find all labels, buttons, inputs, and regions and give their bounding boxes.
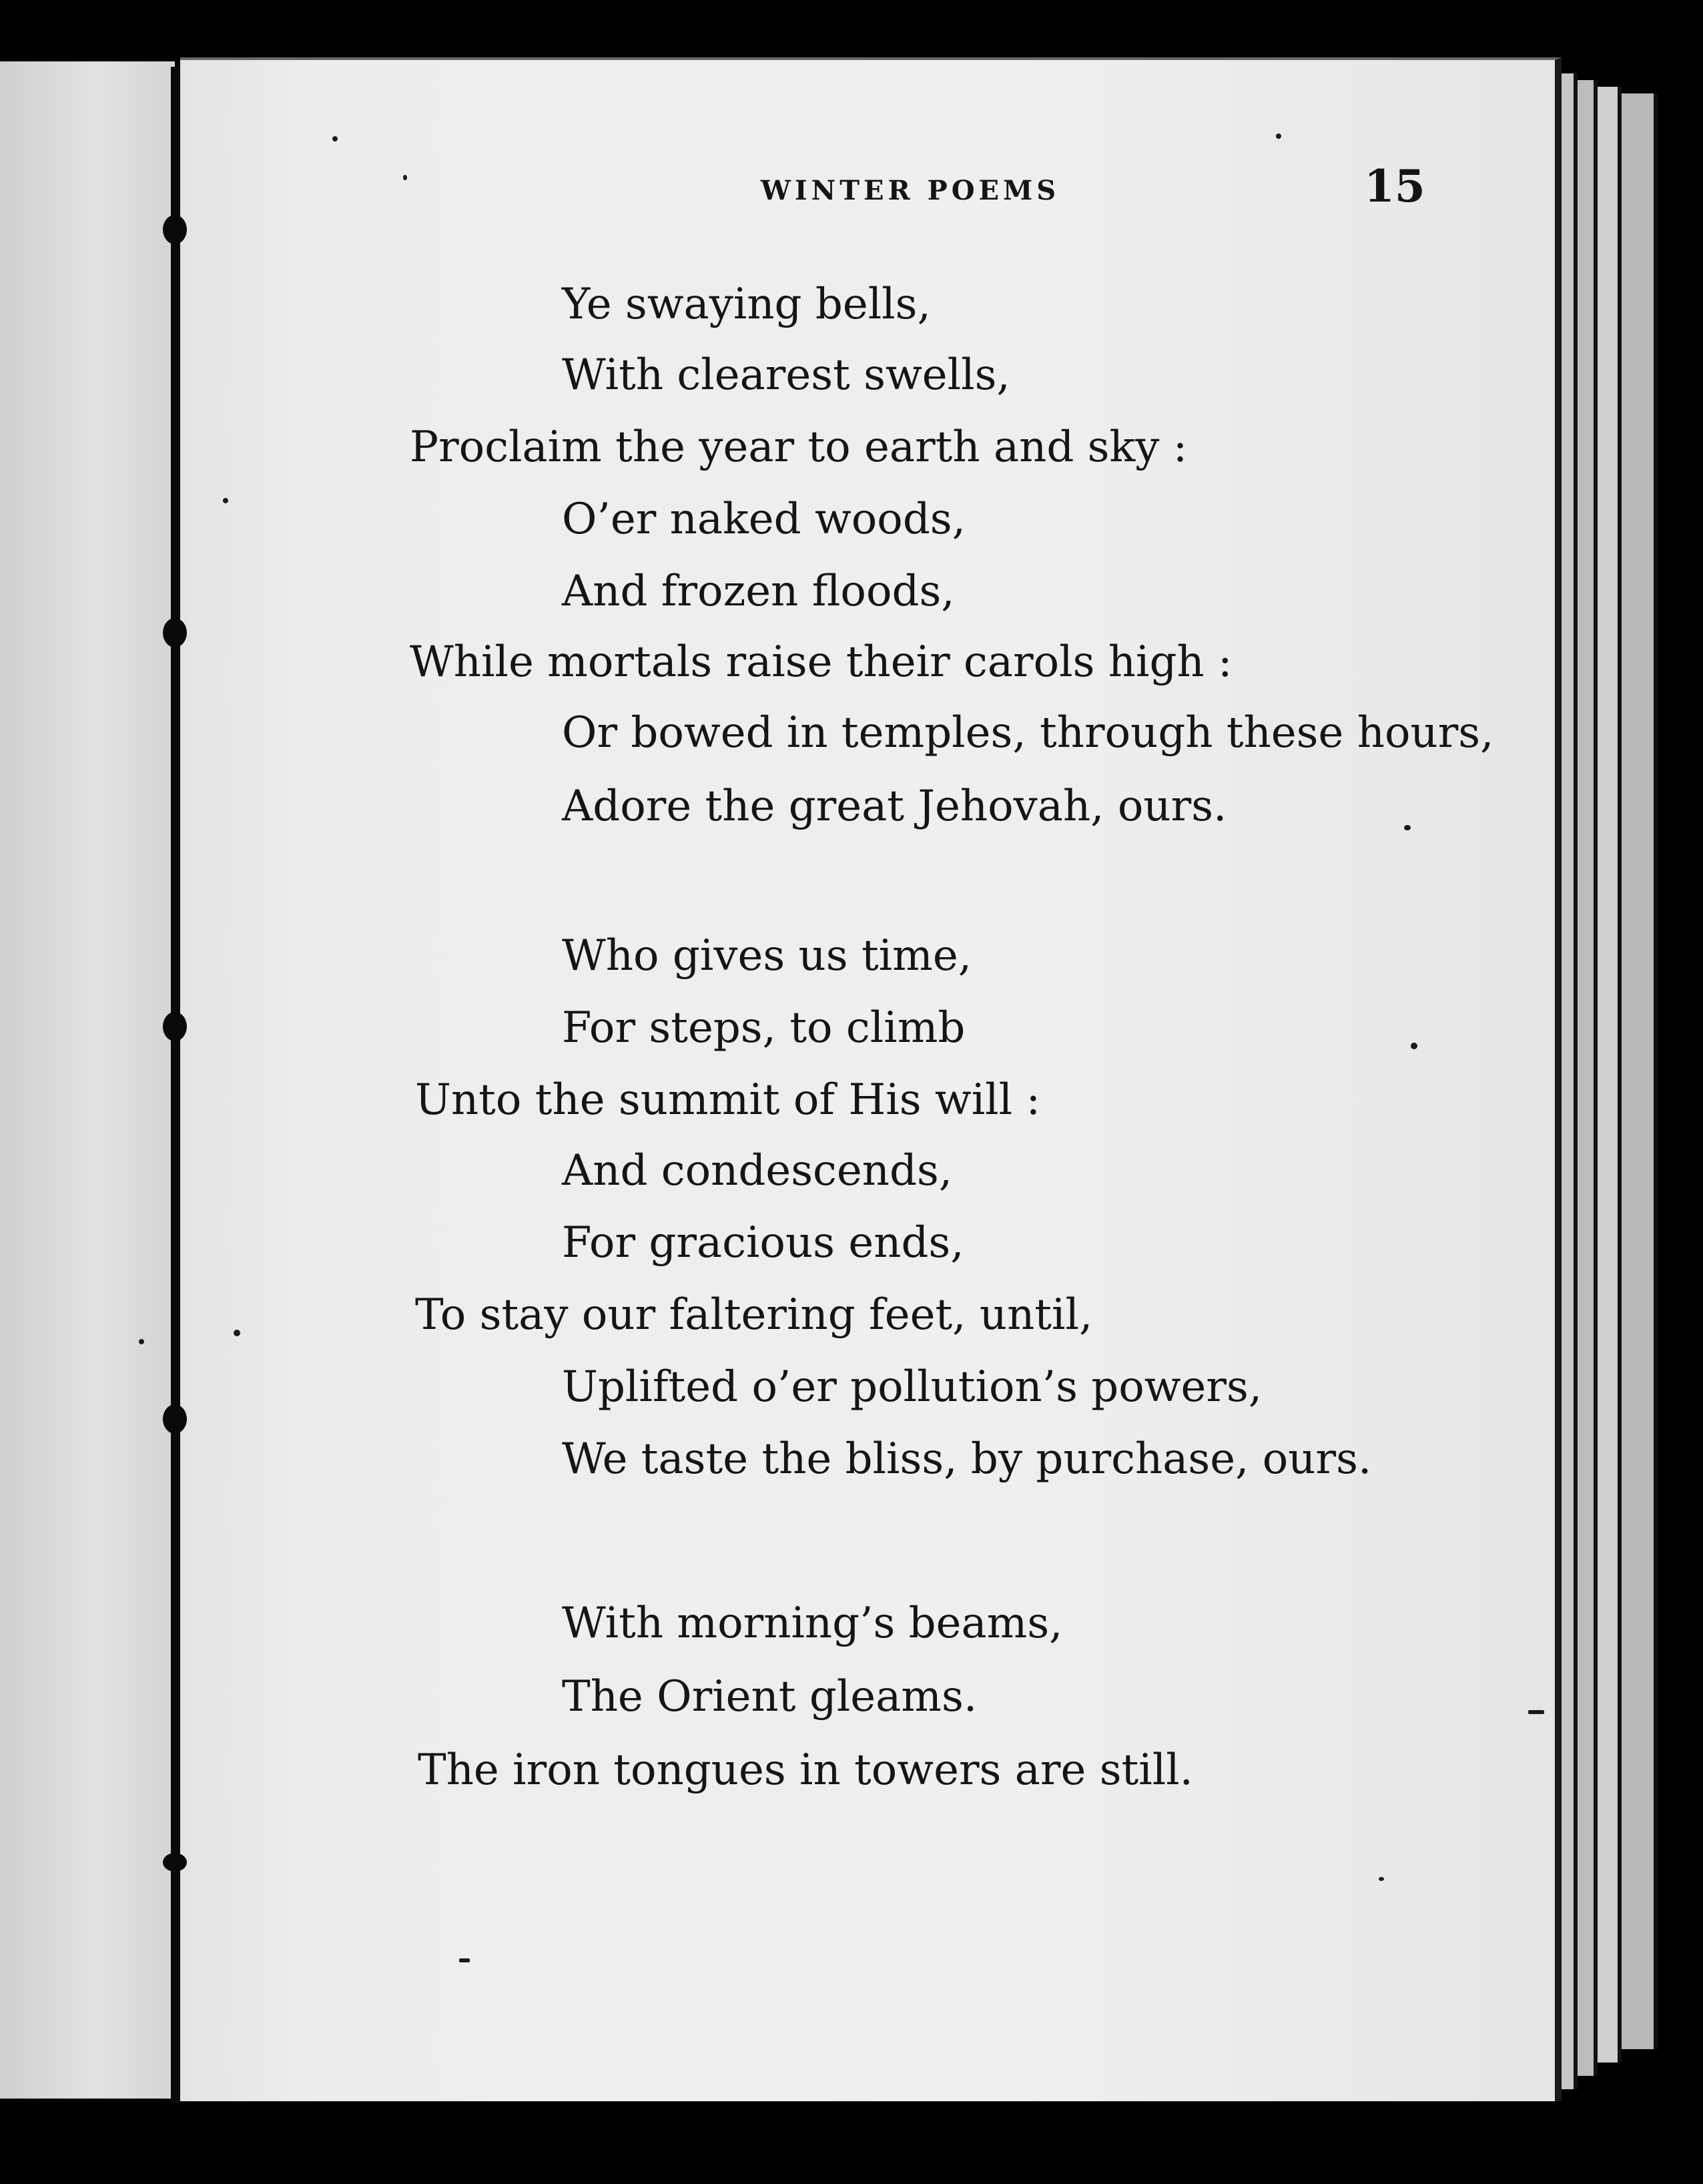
poem-line: With morning’s beams, [562, 1599, 1063, 1648]
poem-line: To stay our faltering feet, until, [415, 1290, 1093, 1340]
poem-line: The iron tongues in towers are still. [418, 1745, 1193, 1795]
binding-stitch [163, 215, 187, 244]
poem-line: Ye swaying bells, [562, 280, 931, 329]
previous-page-edge [0, 61, 175, 2099]
page-number: 15 [1364, 160, 1425, 212]
binding-spine [171, 67, 180, 2103]
binding-stitch [163, 1404, 187, 1434]
scan-speck [332, 136, 338, 142]
poem-line: O’er naked woods, [562, 495, 966, 544]
scan-speck [1276, 133, 1281, 139]
poem-line: Adore the great Jehovah, ours. [562, 782, 1227, 831]
scan-speck [459, 1958, 470, 1962]
poem-line: Or bowed in temples, through these hours, [562, 708, 1494, 758]
scan-speck [234, 1330, 240, 1336]
scan-speck [1528, 1710, 1544, 1714]
poem-line: And frozen floods, [562, 567, 955, 616]
scan-speck [1379, 1877, 1384, 1881]
page-edge [1622, 93, 1658, 2049]
poem-line: Unto the summit of His will : [415, 1075, 1040, 1125]
poem-line: And condescends, [562, 1146, 953, 1195]
binding-stitch [163, 1012, 187, 1041]
poem-line: The Orient gleams. [562, 1672, 978, 1721]
binding-stitch [163, 1853, 187, 1872]
poem-line: Uplifted o’er pollution’s powers, [562, 1362, 1263, 1412]
poem-line: For steps, to climb [562, 1003, 966, 1053]
scan-speck [1404, 825, 1411, 830]
poem-line: For gracious ends, [562, 1218, 964, 1268]
scan-speck [403, 175, 407, 180]
scan-speck [139, 1339, 144, 1344]
page-edge [1598, 87, 1622, 2063]
poem-line: While mortals raise their carols high : [410, 637, 1233, 687]
poem-line: We taste the bliss, by purchase, ours. [562, 1434, 1372, 1484]
running-head: WINTER POEMS [761, 175, 1060, 206]
binding-stitch [163, 618, 187, 647]
page-edge [1578, 80, 1598, 2076]
scan-speck [223, 498, 228, 503]
poem-line: Who gives us time, [562, 931, 972, 981]
poem-line: With clearest swells, [562, 350, 1010, 400]
scan-speck [1411, 1043, 1417, 1049]
poem-line: Proclaim the year to earth and sky : [410, 423, 1188, 472]
